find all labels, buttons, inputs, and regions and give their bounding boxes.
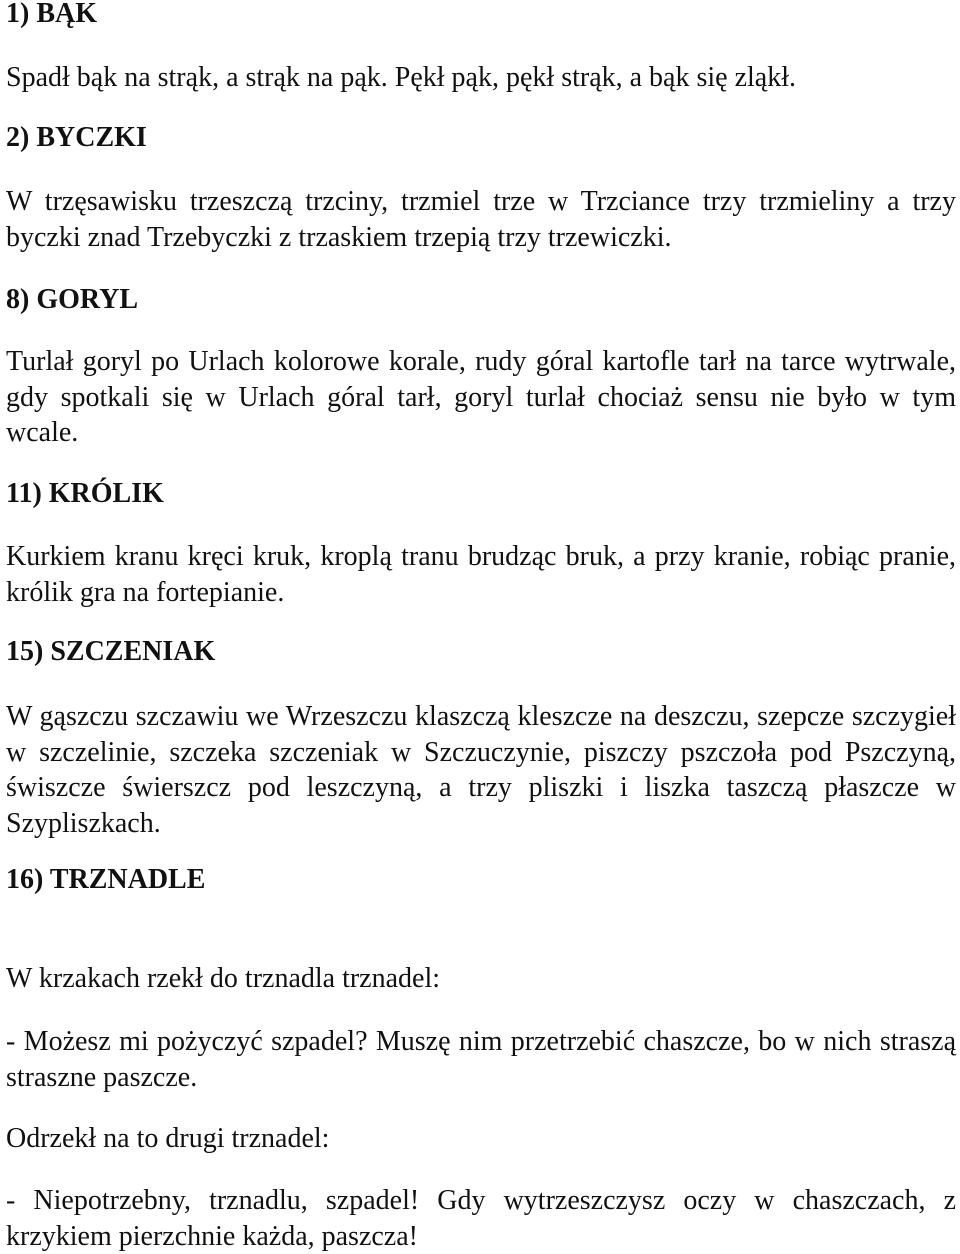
section-heading-bak: 1) BĄK bbox=[6, 0, 97, 29]
section-heading-trznadle: 16) TRZNADLE bbox=[6, 864, 206, 895]
section-text-trznadle-question: - Możesz mi pożyczyć szpadel? Muszę nim przetrzebić chaszcze, bo w nich straszą straszne paszcze. bbox=[6, 1026, 956, 1093]
section-heading-byczki: 2) BYCZKI bbox=[6, 122, 147, 153]
section-heading-krolik: 11) KRÓLIK bbox=[6, 478, 164, 509]
section-text-trznadle-intro: W krzakach rzekł do trznadla trznadel: bbox=[6, 963, 441, 994]
section-text-byczki: W trzęsawisku trzeszczą trzciny, trzmiel trze w Trzciance trzy trzmieliny a trzy byczki znad Trzebyczki z trzaskiem trzepią trzy trzewiczki. bbox=[6, 186, 956, 253]
section-text-trznadle-reply-intro: Odrzekł na to drugi trznadel: bbox=[6, 1123, 330, 1154]
section-heading-goryl: 8) GORYL bbox=[6, 284, 139, 315]
section-text-bak: Spadł bąk na strąk, a strąk na pąk. Pękł pąk, pękł strąk, a bąk się zląkł. bbox=[6, 62, 796, 93]
section-text-goryl: Turlał goryl po Urlach kolorowe korale, rudy góral kartofle tarł na tarce wytrwale, gdy spotkali się w Urlach góral tarł, goryl turlał chociaż sensu nie było w tym wcale. bbox=[6, 346, 956, 448]
section-text-krolik: Kurkiem kranu kręci kruk, kroplą tranu brudząc bruk, a przy kranie, robiąc pranie, królik gra na fortepianie. bbox=[6, 541, 956, 608]
section-heading-szczeniak: 15) SZCZENIAK bbox=[6, 636, 216, 667]
section-text-szczeniak: W gąszczu szczawiu we Wrzeszczu klaszczą kleszcze na deszczu, szepcze szczygieł w szczelinie, szczeka szczeniak w Szczuczynie, piszczy pszczoła pod Pszczyną, świszcze świerszcz pod leszczyną, a trzy pliszki i liszka taszczą płaszcze w Szypliszkach. bbox=[6, 701, 956, 839]
section-text-trznadle-answer: - Niepotrzebny, trznadlu, szpadel! Gdy wytrzeszczysz oczy w chaszczach, z krzykiem pierzchnie każda, paszcza! bbox=[6, 1185, 956, 1252]
